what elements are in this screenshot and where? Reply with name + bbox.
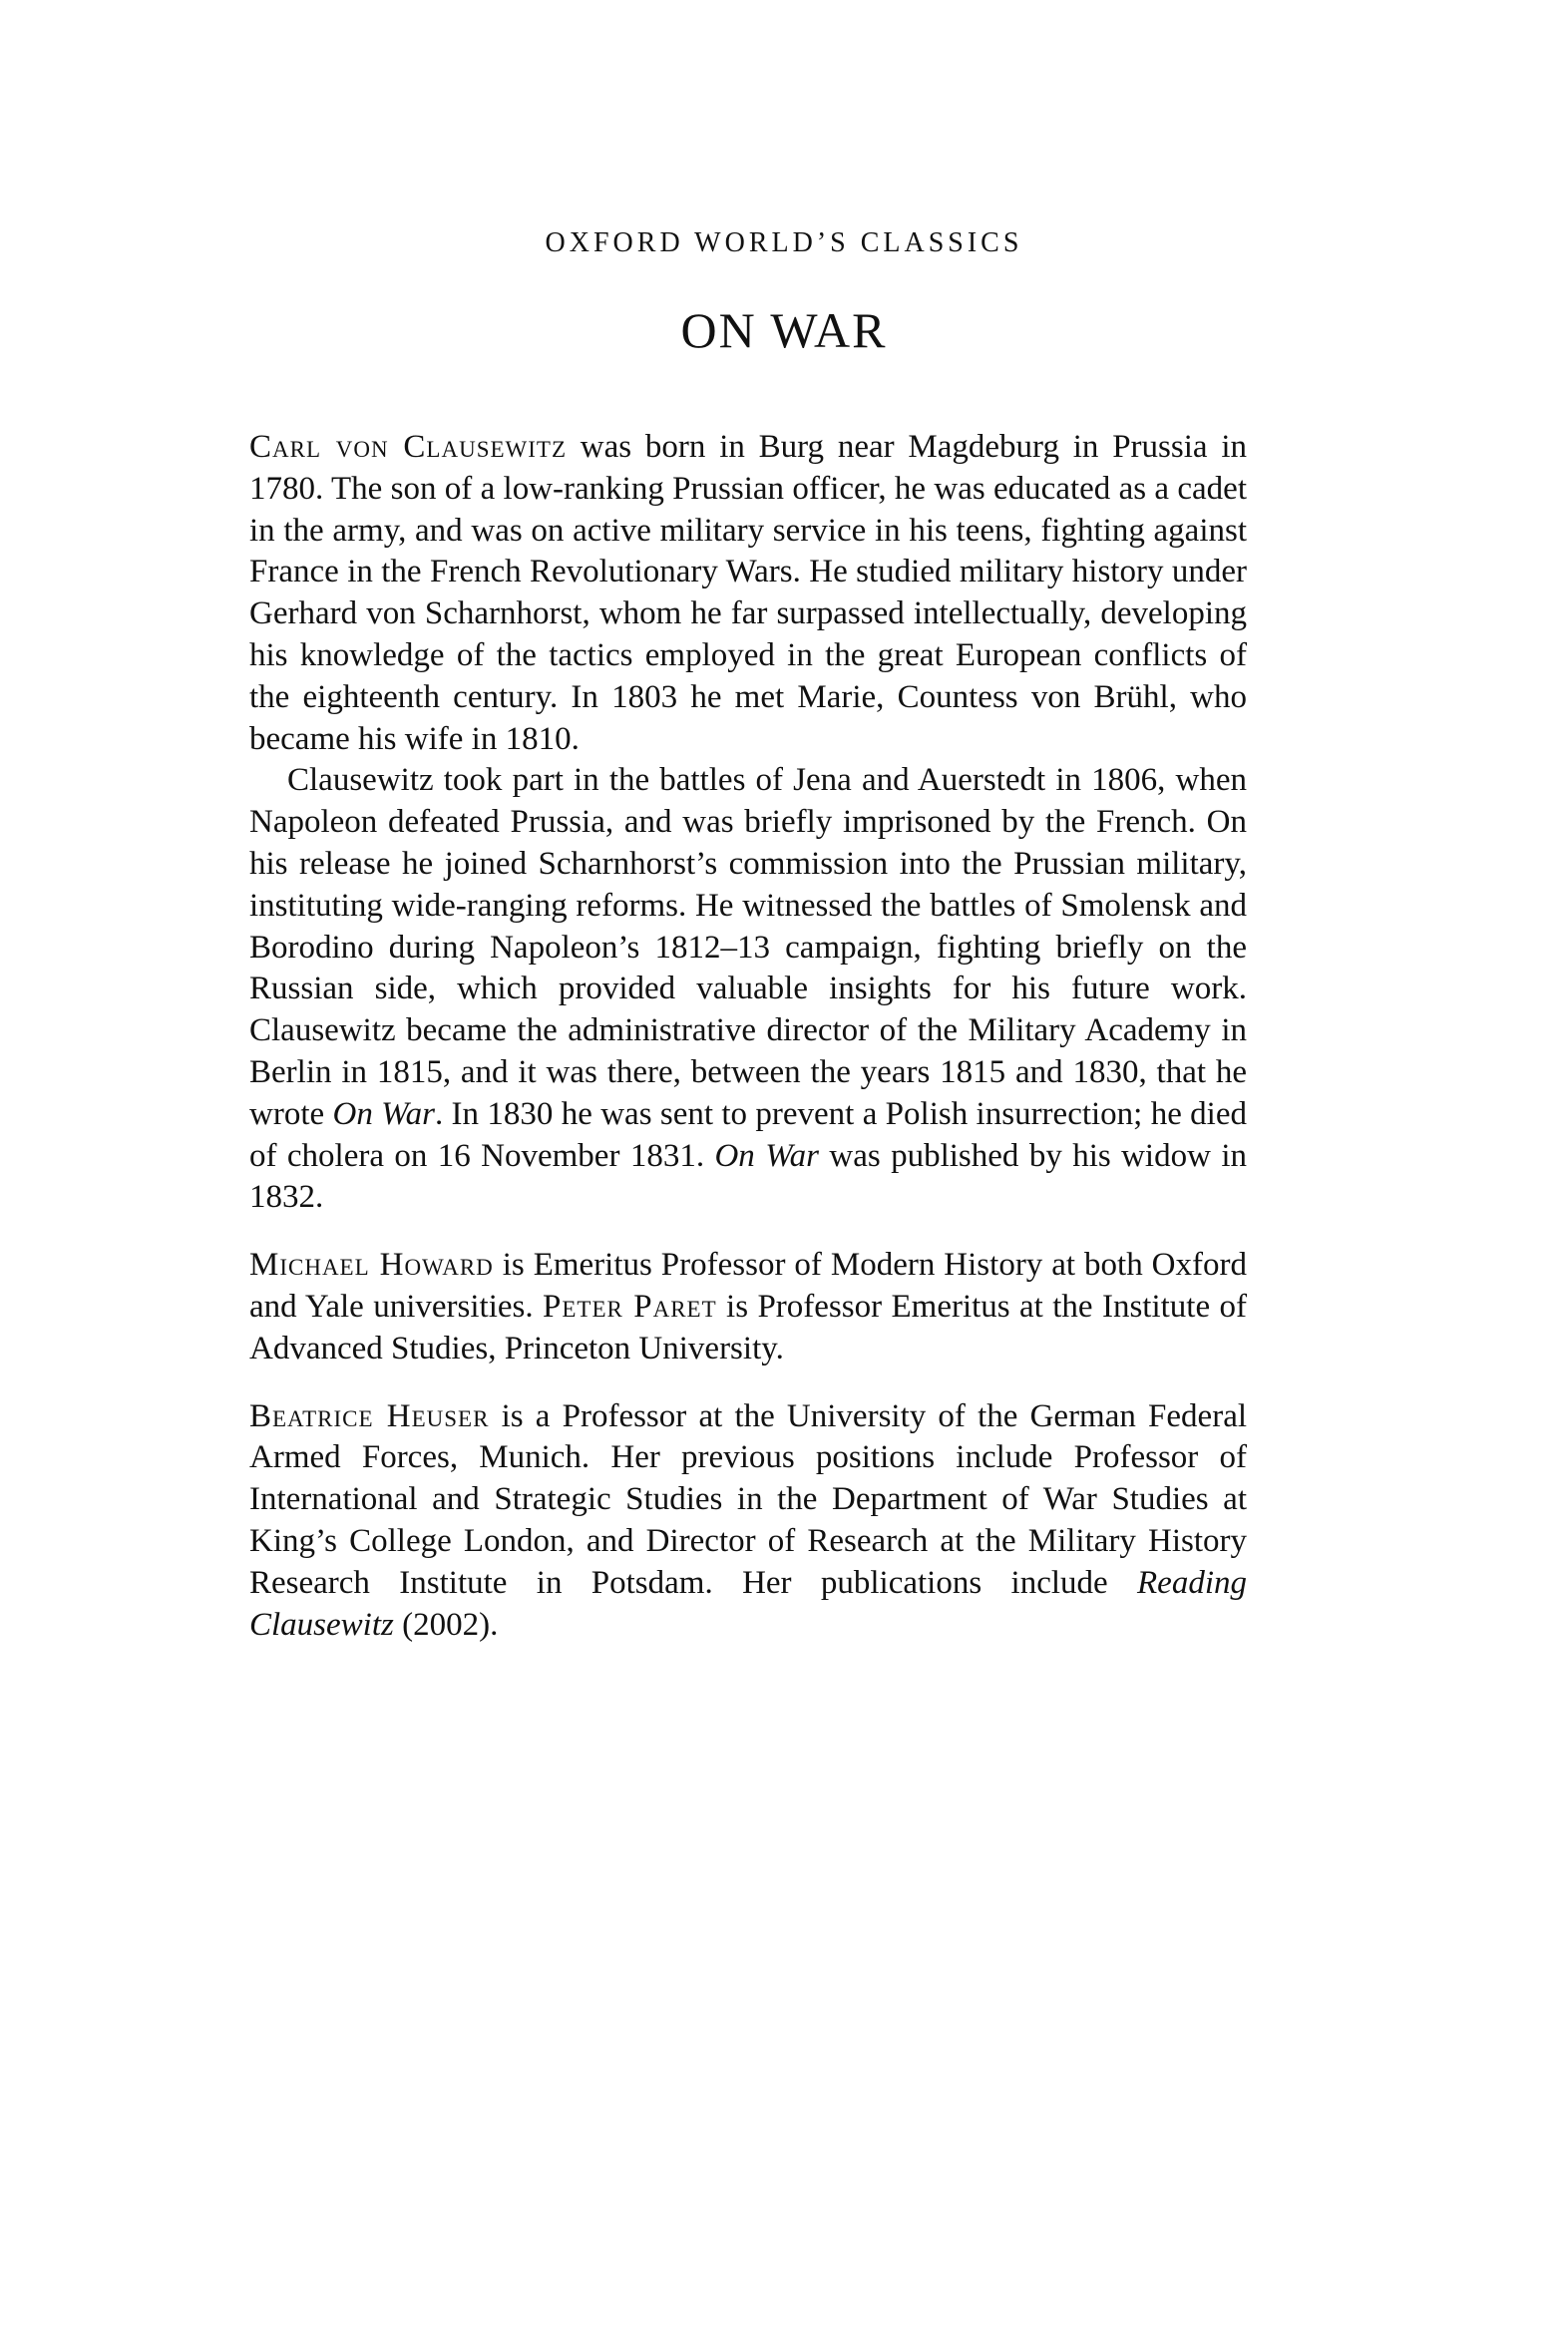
translator-name-howard: Michael Howard bbox=[249, 1247, 494, 1284]
book-title: ON WAR bbox=[680, 302, 888, 358]
series-heading: OXFORD WORLD’S CLASSICS bbox=[545, 227, 1023, 258]
translator-bio-text-1: is Emeritus Professor of Modern History at both Oxford and Yale universities. bbox=[249, 1247, 1247, 1325]
author-bio-text-2c: was published by his widow in 1832. bbox=[249, 1137, 1247, 1216]
author-name: Carl von Clausewitz bbox=[249, 429, 568, 465]
translators-bio-paragraph bbox=[249, 1245, 1247, 1369]
work-title-on-war: On War bbox=[332, 1095, 435, 1132]
work-title-on-war-2: On War bbox=[714, 1137, 819, 1174]
translator-bio-text-2: is Professor Emeritus at the Institute of Advanced Studies, Princeton University. bbox=[249, 1288, 1247, 1367]
author-bio-paragraph-2 bbox=[249, 760, 1247, 1219]
author-bio-paragraph-1 bbox=[249, 427, 1247, 760]
editor-bio-paragraph bbox=[249, 1396, 1247, 1647]
biography-text bbox=[249, 427, 1247, 1646]
editor-bio-text-b: (2002). bbox=[393, 1606, 499, 1643]
editor-name: Beatrice Heuser bbox=[249, 1397, 490, 1434]
author-bio-text-1: was born in Burg near Magdeburg in Prussia in 1780. The son of a low-ranking Prussian officer, he was educated as a cadet in the army, and was on active military service in his teens, fighting against France in the French Revolutionary Wars. He studied military history under Gerhard von Scharnhorst, whom he far surpassed intellectually, developing his knowledge of the tactics employed in the great European conflicts of the eighteenth century. In 1803 he met Marie, Countess von Brühl, who became his wife in 1810. bbox=[249, 429, 1247, 757]
author-bio-text-2b: . In 1830 he was sent to prevent a Polish insurrection; he died of cholera on 16 November 1831. bbox=[249, 1095, 1247, 1174]
author-bio-text-2a: Clausewitz took part in the battles of Jena and Auerstedt in 1806, when Napoleon defeated Prussia, and was briefly imprisoned by the French. On his release he joined Scharnhorst’s commission into the Prussian military, instituting wide-ranging reforms. He witnessed the battles of Smolensk and Borodino during Napoleon’s 1812–13 campaign, fighting briefly on the Russian side, which provided valuable insights for his future work. Clausewitz became the administrative director of the Military Academy in Berlin in 1815, and it was there, between the years 1815 and 1830, that he wrote bbox=[249, 762, 1247, 1132]
translator-name-paret: Peter Paret bbox=[543, 1288, 717, 1325]
editor-bio-text-a: is a Professor at the University of the German Federal Armed Forces, Munich. Her previous positions include Professor of International and Strategic Studies in the Department of War Studies at King’s College London, and Director of Research at the Military History Research Institute in Potsdam. Her publications include bbox=[249, 1397, 1248, 1601]
work-title-reading-clausewitz: Reading Clausewitz bbox=[249, 1564, 1247, 1643]
